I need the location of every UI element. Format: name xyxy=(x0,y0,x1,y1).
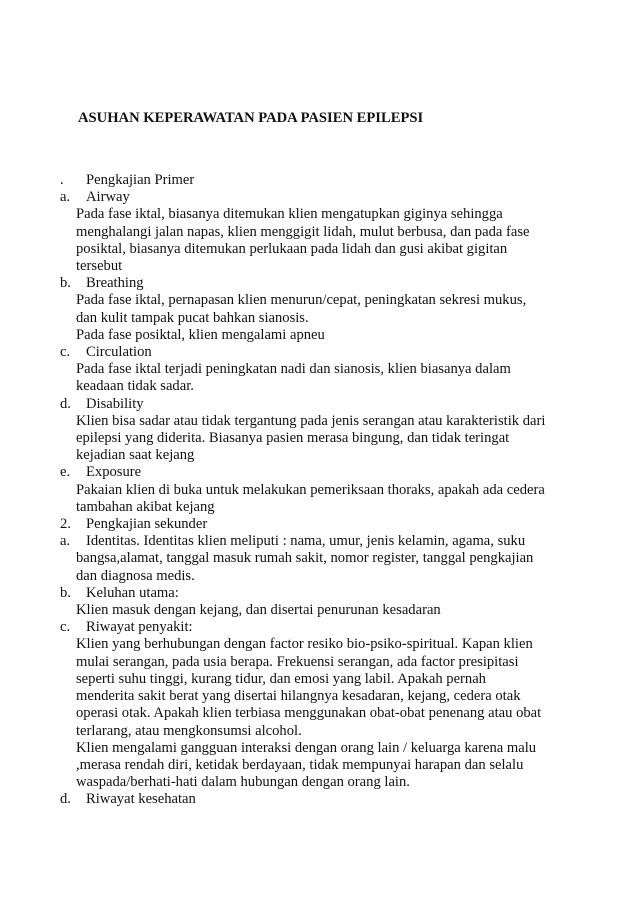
list-marker: c. xyxy=(60,619,71,636)
body-text-line xyxy=(60,224,580,241)
body-text-line xyxy=(60,447,580,464)
body-text-line xyxy=(60,499,580,516)
section-heading: Keluhan utama: xyxy=(86,584,179,601)
list-marker xyxy=(60,482,76,499)
paragraph-line: waspada/berhati-hati dalam hubungan dengan orang lain. xyxy=(76,774,410,791)
section-heading: Pengkajian Primer xyxy=(86,172,195,188)
list-marker xyxy=(60,310,76,327)
paragraph-line: menghalangi jalan napas, klien menggigit lidah, mulut berbusa, dan pada fase xyxy=(76,223,530,240)
paragraph-line: Klien masuk dengan kejang, dan disertai penurunan kesadaran xyxy=(76,602,441,619)
list-marker xyxy=(60,224,76,241)
section-heading-line xyxy=(60,396,580,413)
paragraph-line: tambahan akibat kejang xyxy=(76,498,215,515)
paragraph-line: ,merasa rendah diri, ketidak berdayaan, tidak mempunyai harapan dan selalu xyxy=(76,756,524,773)
section-heading-line xyxy=(60,275,580,292)
body-text-line xyxy=(60,292,580,309)
body-text-line xyxy=(60,310,580,327)
paragraph-line: Pada fase posiktal, klien mengalami apneu xyxy=(76,326,325,343)
body-text-line xyxy=(60,688,580,705)
list-marker: b. xyxy=(60,275,71,292)
list-marker xyxy=(60,258,76,275)
paragraph-line: keadaan tidak sadar. xyxy=(76,378,194,395)
body-text-line xyxy=(60,361,580,378)
body-text-line xyxy=(60,206,580,223)
section-heading-line xyxy=(60,533,580,550)
section-heading-line xyxy=(60,619,580,636)
body-text-line xyxy=(60,654,580,671)
paragraph-line: dan diagnosa medis. xyxy=(76,567,195,584)
paragraph-line: seperti suhu tinggi, kurang tidur, dan emosi yang labil. Apakah pernah xyxy=(76,670,486,687)
body-text-line xyxy=(60,258,580,275)
list-marker xyxy=(60,636,76,653)
list-marker xyxy=(60,774,76,791)
list-marker: a. xyxy=(60,189,71,206)
list-marker xyxy=(60,602,76,619)
list-marker: e. xyxy=(60,464,71,481)
section-heading-line xyxy=(60,464,580,481)
list-marker: d. xyxy=(60,791,71,808)
section-heading-line xyxy=(60,791,580,808)
paragraph-line: Pada fase iktal, pernapasan klien menurun/cepat, peningkatan sekresi mukus, xyxy=(76,292,527,309)
section-heading-line xyxy=(60,189,580,206)
body-text-line xyxy=(60,550,580,567)
body-text-line xyxy=(60,757,580,774)
list-marker xyxy=(60,361,76,378)
paragraph-line: Klien yang berhubungan dengan factor resiko bio-psiko-spiritual. Kapan klien xyxy=(76,636,533,653)
list-marker xyxy=(60,654,76,671)
list-marker xyxy=(60,688,76,705)
list-marker xyxy=(60,499,76,516)
section-heading: Airway xyxy=(86,189,130,206)
body-text-line xyxy=(60,241,580,258)
section-heading: Riwayat penyakit: xyxy=(86,619,193,636)
paragraph-line: epilepsi yang diderita. Biasanya pasien merasa bingung, dan tidak teringat xyxy=(76,430,510,447)
body-text-line xyxy=(60,327,580,344)
body-text-line xyxy=(60,723,580,740)
section-heading: Riwayat kesehatan xyxy=(86,791,196,808)
document-title: ASUHAN KEPERAWATAN PADA PASIEN EPILEPSI xyxy=(78,110,424,126)
body-text-line xyxy=(60,430,580,447)
paragraph-line: terlarang, atau mengkonsumsi alcohol. xyxy=(76,722,302,739)
list-marker: . xyxy=(60,172,64,188)
section-heading-line xyxy=(60,344,580,361)
body-text-line xyxy=(60,413,580,430)
list-marker xyxy=(60,241,76,258)
section-heading: Breathing xyxy=(86,275,144,292)
paragraph-line: operasi otak. Apakah klien terbiasa menggunakan obat-obat penenang atau obat xyxy=(76,705,542,722)
body-text-line xyxy=(60,774,580,791)
section-heading: Identitas. Identitas klien meliputi : nama, umur, jenis kelamin, agama, suku xyxy=(86,533,526,550)
list-marker xyxy=(60,292,76,309)
list-marker xyxy=(60,206,76,223)
body-text-line xyxy=(60,636,580,653)
list-marker: 2. xyxy=(60,516,71,533)
list-marker xyxy=(60,447,76,464)
paragraph-line: Pada fase iktal, biasanya ditemukan klien mengatupkan giginya sehingga xyxy=(76,206,503,223)
list-marker xyxy=(60,757,76,774)
section-heading-line xyxy=(60,516,580,533)
body-text-line xyxy=(60,378,580,395)
list-marker xyxy=(60,671,76,688)
paragraph-line: posiktal, biasanya ditemukan perlukaan pada lidah dan gusi akibat gigitan xyxy=(76,240,508,257)
paragraph-line: Klien bisa sadar atau tidak tergantung pada jenis serangan atau karakteristik dari xyxy=(76,412,546,429)
body-text-line xyxy=(60,568,580,585)
body-text-line xyxy=(60,602,580,619)
section-heading-line xyxy=(60,585,580,602)
body-text-line xyxy=(60,671,580,688)
paragraph-line: menderita sakit berat yang disertai hilangnya kesadaran, kejang, cedera otak xyxy=(76,688,521,705)
body-text-line xyxy=(60,705,580,722)
paragraph-line: mulai serangan, pada usia berapa. Frekuensi serangan, ada factor presipitasi xyxy=(76,653,519,670)
section-heading-line xyxy=(60,172,580,189)
paragraph-line: Pada fase iktal terjadi peningkatan nadi dan sianosis, klien biasanya dalam xyxy=(76,361,511,378)
list-marker xyxy=(60,740,76,757)
body-text-line xyxy=(60,740,580,757)
list-marker xyxy=(60,413,76,430)
paragraph-line: kejadian saat kejang xyxy=(76,447,195,464)
body-text-line xyxy=(60,482,580,499)
list-marker xyxy=(60,550,76,567)
document-body xyxy=(60,172,580,809)
section-heading: Circulation xyxy=(86,344,152,361)
list-marker xyxy=(60,378,76,395)
list-marker xyxy=(60,723,76,740)
list-marker: b. xyxy=(60,584,71,601)
list-marker xyxy=(60,327,76,344)
paragraph-line: tersebut xyxy=(76,258,123,275)
section-heading: Disability xyxy=(86,395,144,412)
list-marker: a. xyxy=(60,533,71,550)
list-marker xyxy=(60,705,76,722)
list-marker: d. xyxy=(60,395,71,412)
paragraph-line: bangsa,alamat, tanggal masuk rumah sakit, nomor register, tanggal pengkajian xyxy=(76,550,534,567)
paragraph-line: Klien mengalami gangguan interaksi dengan orang lain / keluarga karena malu xyxy=(76,739,537,756)
paragraph-line: dan kulit tampak pucat bahkan sianosis. xyxy=(76,309,309,326)
list-marker xyxy=(60,568,76,585)
paragraph-line: Pakaian klien di buka untuk melakukan pemeriksaan thoraks, apakah ada cedera xyxy=(76,481,545,498)
section-heading: Pengkajian sekunder xyxy=(86,516,208,533)
list-marker xyxy=(60,430,76,447)
list-marker: c. xyxy=(60,344,71,361)
section-heading: Exposure xyxy=(86,464,142,481)
